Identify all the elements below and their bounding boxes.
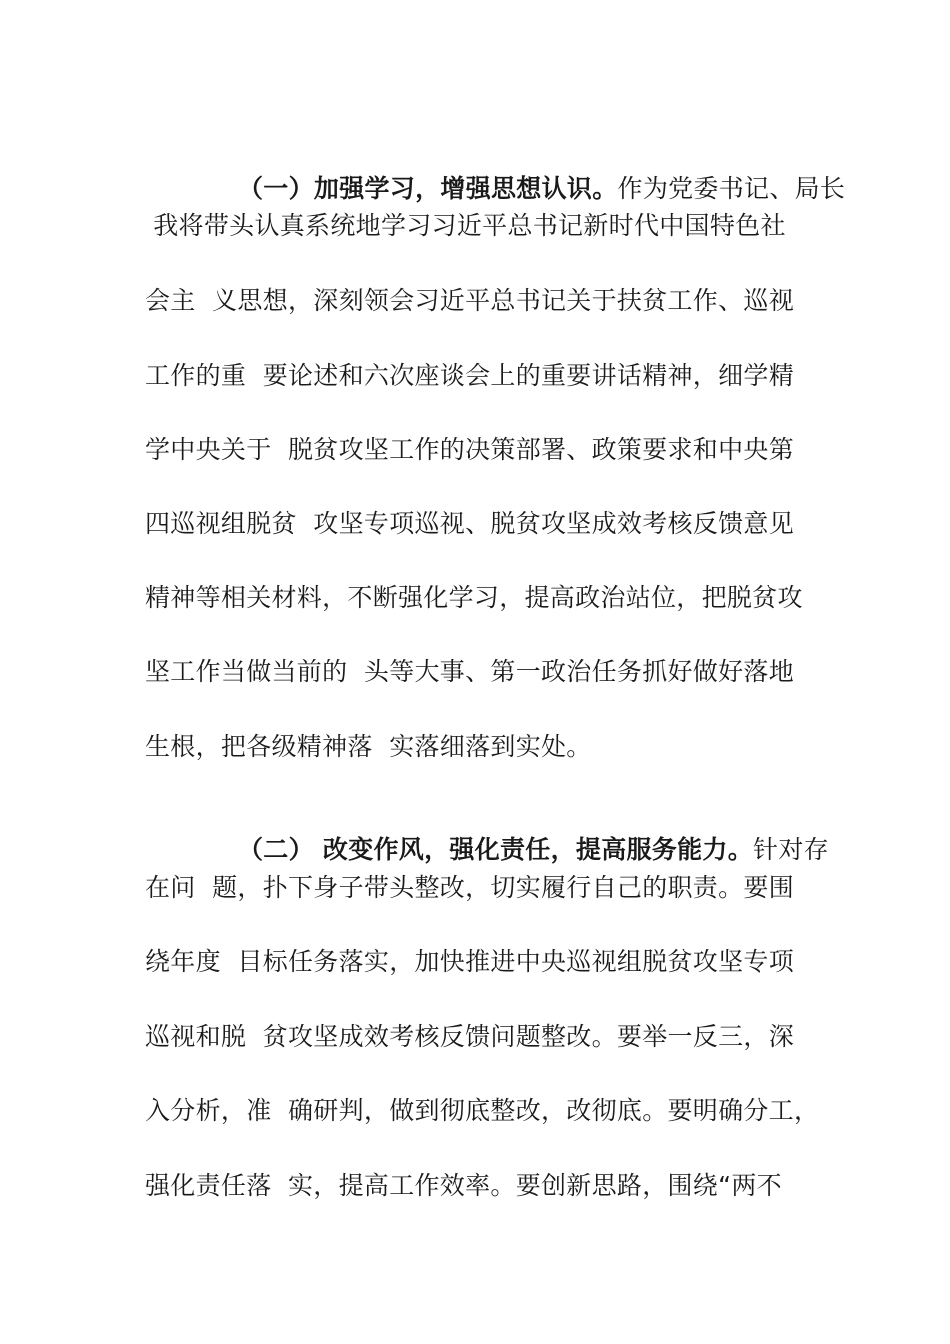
paragraph-line: 四巡视组脱贫 攻坚专项巡视、脱贫攻坚成效考核反馈意见 xyxy=(145,509,794,538)
paragraph-line: 学中央关于 脱贫攻坚工作的决策部署、政策要求和中央第 xyxy=(145,435,794,464)
paragraph-line: 坚工作当做当前的 头等大事、第一政治任务抓好做好落地 xyxy=(145,657,794,686)
paragraph-line: 在问 题，扑下身子带头整改，切实履行自己的职责。要围 xyxy=(145,873,794,902)
section1-first-line xyxy=(205,135,846,203)
paragraph-line: 强化责任落 实，提高工作效率。要创新思路，围绕“两不 xyxy=(145,1171,782,1200)
section1-heading: （一）加强学习，增强思想认识。 xyxy=(238,174,618,203)
paragraph-line: 精神等相关材料，不断强化学习，提高政治站位，把脱贫攻 xyxy=(145,583,803,612)
paragraph-line: 工作的重 要论述和六次座谈会上的重要讲话精神，细学精 xyxy=(145,361,794,390)
paragraph-line: 绕年度 目标任务落实，加快推进中央巡视组脱贫攻坚专项 xyxy=(145,947,794,976)
paragraph-line: 生根，把各级精神落 实落细落到实处。 xyxy=(145,732,592,761)
section1-first-line-text: 作为党委书记、局长 xyxy=(617,174,846,203)
paragraph-line: 会主 义思想，深刻领会习近平总书记关于扶贫工作、巡视 xyxy=(145,286,794,315)
section2-first-line xyxy=(205,796,829,864)
section2-first-line-text: 针对存 xyxy=(753,835,829,864)
paragraph-line: 入分析，准 确研判，做到彻底整改，改彻底。要明确分工， xyxy=(145,1096,820,1125)
paragraph-line: 我将带头认真系统地学习习近平总书记新时代中国特色社 xyxy=(145,211,786,240)
paragraph-line: 巡视和脱 贫攻坚成效考核反馈问题整改。要举一反三，深 xyxy=(145,1022,794,1051)
section2-heading: （二） 改变作风，强化责任，提高服务能力。 xyxy=(238,835,754,864)
